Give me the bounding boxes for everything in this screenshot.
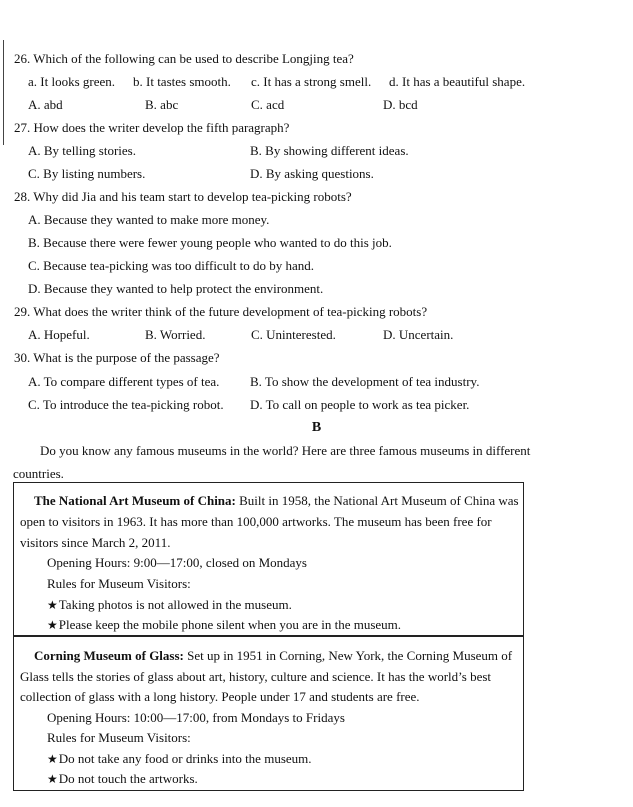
q27-option-d: D. By asking questions. (250, 166, 374, 181)
museum-2-line-1 (34, 649, 512, 662)
q28-option-c: C. Because tea-picking was too difficult to do by hand. (28, 258, 315, 273)
q29-option-b: B. Worried. (145, 327, 206, 342)
museum-2-rules-label: Rules for Museum Visitors: (47, 730, 191, 745)
museum-2-desc-line-3: collection of glass with a long history. People under 17 and students are free. (20, 689, 420, 704)
museum-2-rule-2: ★Do not touch the artworks. (47, 771, 198, 786)
museum-1-desc-line-1: Built in 1958, the National Art Museum of China was (235, 493, 519, 508)
section-heading: B (311, 420, 322, 435)
star-icon: ★ (47, 752, 58, 766)
q26-statement-b: b. It tastes smooth. (133, 74, 231, 89)
question-27-stem: 27. How does the writer develop the fifth paragraph? (14, 120, 290, 135)
q26-statement-d: d. It has a beautiful shape. (389, 74, 526, 89)
question-26-stem: 26. Which of the following can be used to describe Longjing tea? (14, 51, 354, 66)
section-intro-line-2: countries. (13, 466, 64, 481)
museum-2-desc-line-2: Glass tells the stories of glass about art, history, culture and science. It has the world’s best (20, 669, 492, 684)
q26-option-a: A. abd (28, 97, 63, 112)
museum-1-rule-1: ★Taking photos is not allowed in the museum. (47, 597, 292, 612)
museum-1-desc-line-2: open to visitors in 1963. It has more than 100,000 artworks. The museum has been free for (20, 514, 492, 529)
q28-option-b: B. Because there were fewer young people who wanted to do this job. (28, 235, 392, 250)
question-29-stem: 29. What does the writer think of the future development of tea-picking robots? (14, 304, 428, 319)
margin-line (3, 40, 4, 145)
museum-1-desc-line-3: visitors since March 2, 2011. (20, 535, 171, 550)
museum-1-rules-label: Rules for Museum Visitors: (47, 576, 191, 591)
star-icon: ★ (47, 772, 58, 786)
star-icon: ★ (47, 598, 58, 612)
q30-option-c: C. To introduce the tea-picking robot. (28, 397, 224, 412)
q26-option-b: B. abc (145, 97, 179, 112)
q27-option-c: C. By listing numbers. (28, 166, 146, 181)
q26-statement-a: a. It looks green. (28, 74, 116, 89)
museum-1-rule-2: ★Please keep the mobile phone silent when you are in the museum. (47, 617, 402, 632)
star-icon: ★ (47, 618, 58, 632)
museum-2-desc-line-1: Set up in 1951 in Corning, New York, the Corning Museum of (183, 648, 513, 663)
section-intro-line-1: Do you know any famous museums in the world? Here are three famous museums in different (40, 443, 531, 458)
question-30-stem: 30. What is the purpose of the passage? (14, 350, 220, 365)
question-28-stem: 28. Why did Jia and his team start to develop tea-picking robots? (14, 189, 352, 204)
q30-option-a: A. To compare different types of tea. (28, 374, 220, 389)
q28-option-d: D. Because they wanted to help protect the environment. (28, 281, 324, 296)
q30-option-b: B. To show the development of tea industry. (250, 374, 480, 389)
q29-option-c: C. Uninterested. (251, 327, 336, 342)
museum-1-hours: Opening Hours: 9:00—17:00, closed on Mondays (47, 555, 307, 570)
q29-option-d: D. Uncertain. (383, 327, 454, 342)
q30-option-d: D. To call on people to work as tea picker. (250, 397, 470, 412)
museum-2-name: Corning Museum of Glass: (34, 648, 184, 663)
q29-option-a: A. Hopeful. (28, 327, 90, 342)
museum-1-name: The National Art Museum of China: (34, 493, 236, 508)
q26-statement-c: c. It has a strong smell. (251, 74, 372, 89)
museum-1-line-1 (34, 494, 519, 507)
q28-option-a: A. Because they wanted to make more money. (28, 212, 270, 227)
q27-option-b: B. By showing different ideas. (250, 143, 409, 158)
museum-2-hours: Opening Hours: 10:00—17:00, from Mondays to Fridays (47, 710, 345, 725)
q26-option-c: C. acd (251, 97, 285, 112)
q27-option-a: A. By telling stories. (28, 143, 136, 158)
museum-2-rule-1: ★Do not take any food or drinks into the museum. (47, 751, 312, 766)
q26-option-d: D. bcd (383, 97, 418, 112)
